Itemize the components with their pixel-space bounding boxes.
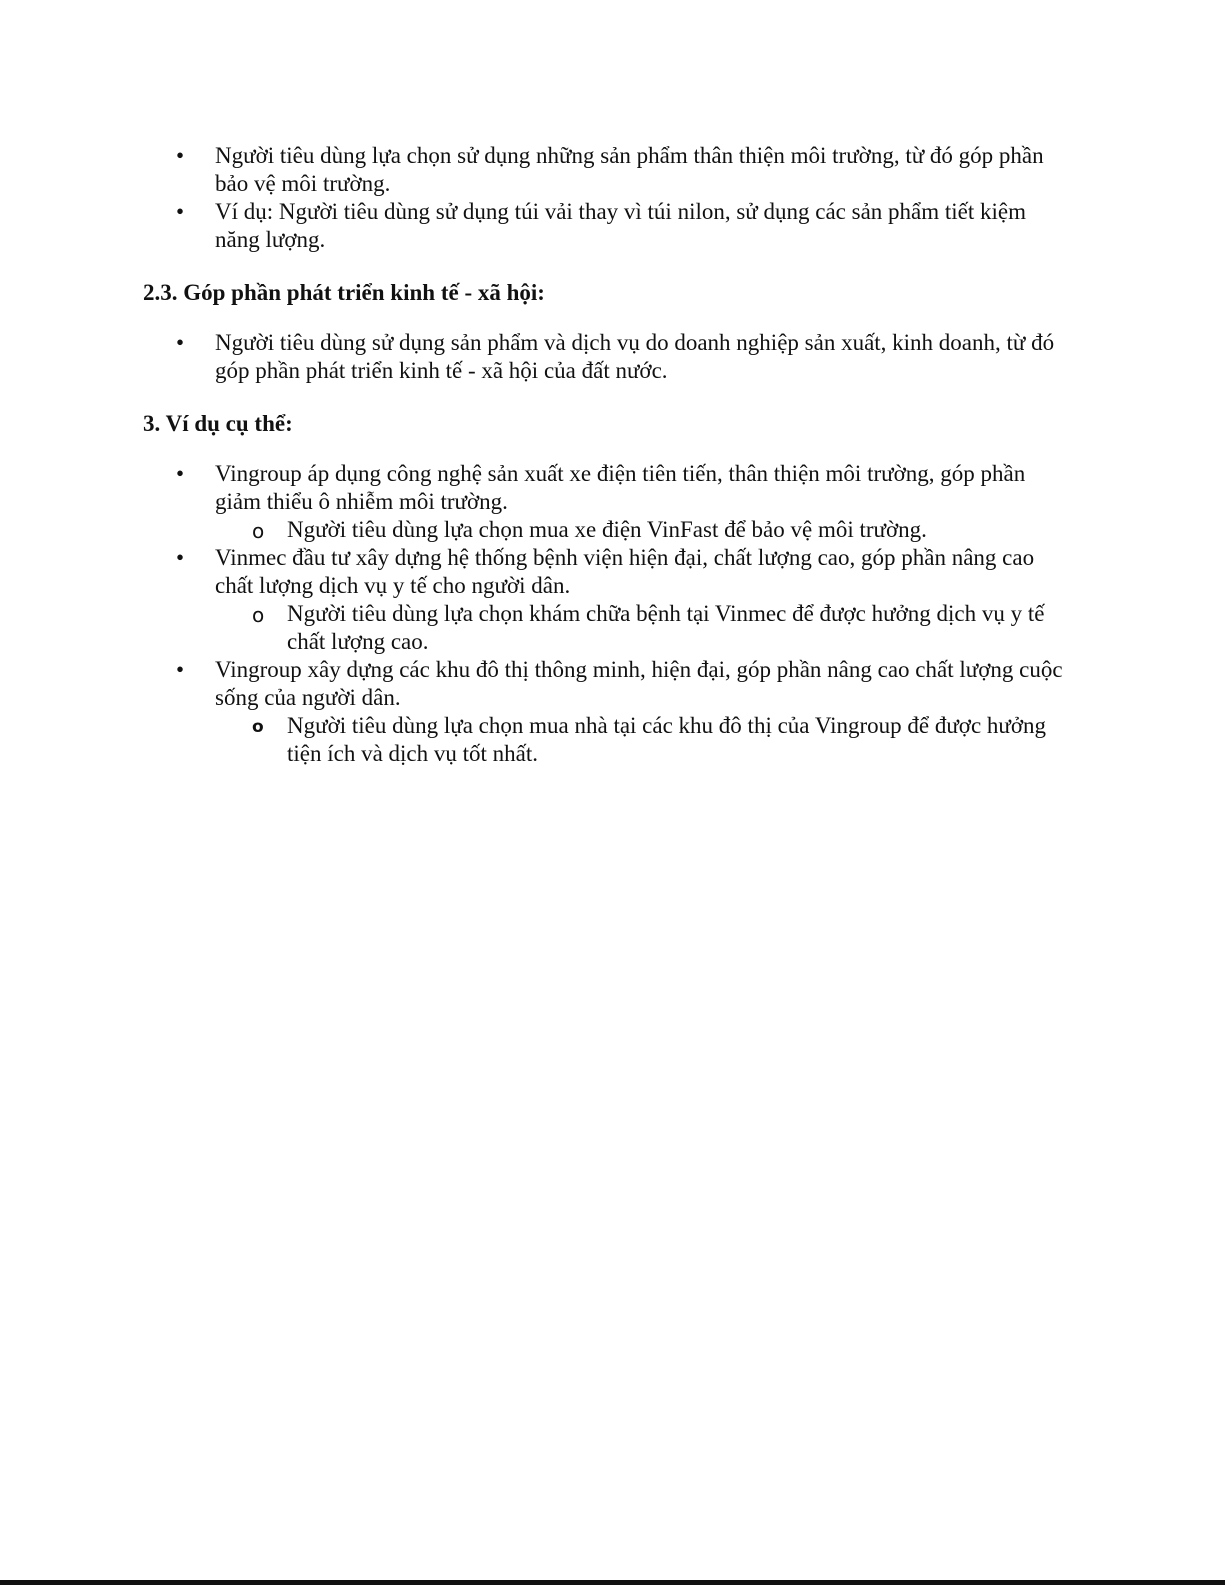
list-item: [143, 142, 1073, 198]
sub-list-item: [215, 712, 1073, 768]
list-item: [143, 329, 1073, 385]
circle-bullet-icon: o: [252, 519, 265, 543]
sub-list-item: [215, 600, 1073, 656]
list-item-text: Người tiêu dùng lựa chọn sử dụng những sản phẩm thân thiện môi trường, từ đó góp phần bảo vệ môi trường.: [215, 143, 1044, 196]
section-heading-3: 3. Ví dụ cụ thể:: [143, 411, 293, 436]
sub-bullet-list: [215, 516, 1073, 544]
sub-bullet-list: [215, 600, 1073, 656]
sub-list-item-text: Người tiêu dùng lựa chọn mua xe điện VinFast để bảo vệ môi trường.: [287, 517, 927, 542]
bullet-icon: •: [176, 461, 185, 486]
bullet-icon: •: [176, 143, 185, 168]
list-item-text: Vingroup xây dựng các khu đô thị thông minh, hiện đại, góp phần nâng cao chất lượng cuộc sống của người dân.: [215, 657, 1063, 710]
circle-bullet-icon: o: [252, 717, 264, 737]
bullet-icon: •: [176, 330, 185, 355]
bullet-icon: •: [176, 657, 185, 682]
list-item: [143, 198, 1073, 254]
sub-list-item-text: Người tiêu dùng lựa chọn khám chữa bệnh tại Vinmec để được hưởng dịch vụ y tế chất lượng cao.: [287, 601, 1045, 654]
sub-list-item-text: Người tiêu dùng lựa chọn mua nhà tại các khu đô thị của Vingroup để được hưởng tiện ích và dịch vụ tốt nhất.: [287, 713, 1047, 766]
sub-bullet-list: [215, 712, 1073, 768]
section-2-3-bullet-list: [143, 329, 1073, 385]
list-item: [143, 460, 1073, 544]
bullet-icon: •: [176, 199, 185, 224]
document-body: [143, 142, 1073, 768]
list-item: [143, 544, 1073, 656]
list-item: [143, 656, 1073, 768]
list-item-text: Vinmec đầu tư xây dựng hệ thống bệnh viện hiện đại, chất lượng cao, góp phần nâng cao chất lượng dịch vụ y tế cho người dân.: [215, 545, 1035, 598]
circle-bullet-icon: o: [252, 603, 265, 627]
section-3-bullet-list: [143, 460, 1073, 768]
intro-bullet-list: [143, 142, 1073, 254]
list-item-text: Vingroup áp dụng công nghệ sản xuất xe điện tiên tiến, thân thiện môi trường, góp phần giảm thiểu ô nhiễm môi trường.: [215, 461, 1026, 514]
section-heading-2-3: 2.3. Góp phần phát triển kinh tế - xã hội:: [143, 280, 545, 305]
bullet-icon: •: [176, 545, 185, 570]
page-bottom-border: [0, 1580, 1225, 1585]
list-item-text: Ví dụ: Người tiêu dùng sử dụng túi vải thay vì túi nilon, sử dụng các sản phẩm tiết kiệm năng lượng.: [215, 199, 1027, 252]
list-item-text: Người tiêu dùng sử dụng sản phẩm và dịch vụ do doanh nghiệp sản xuất, kinh doanh, từ đó góp phần phát triển kinh tế - xã hội của đất nước.: [215, 330, 1055, 383]
sub-list-item: [215, 516, 1073, 544]
